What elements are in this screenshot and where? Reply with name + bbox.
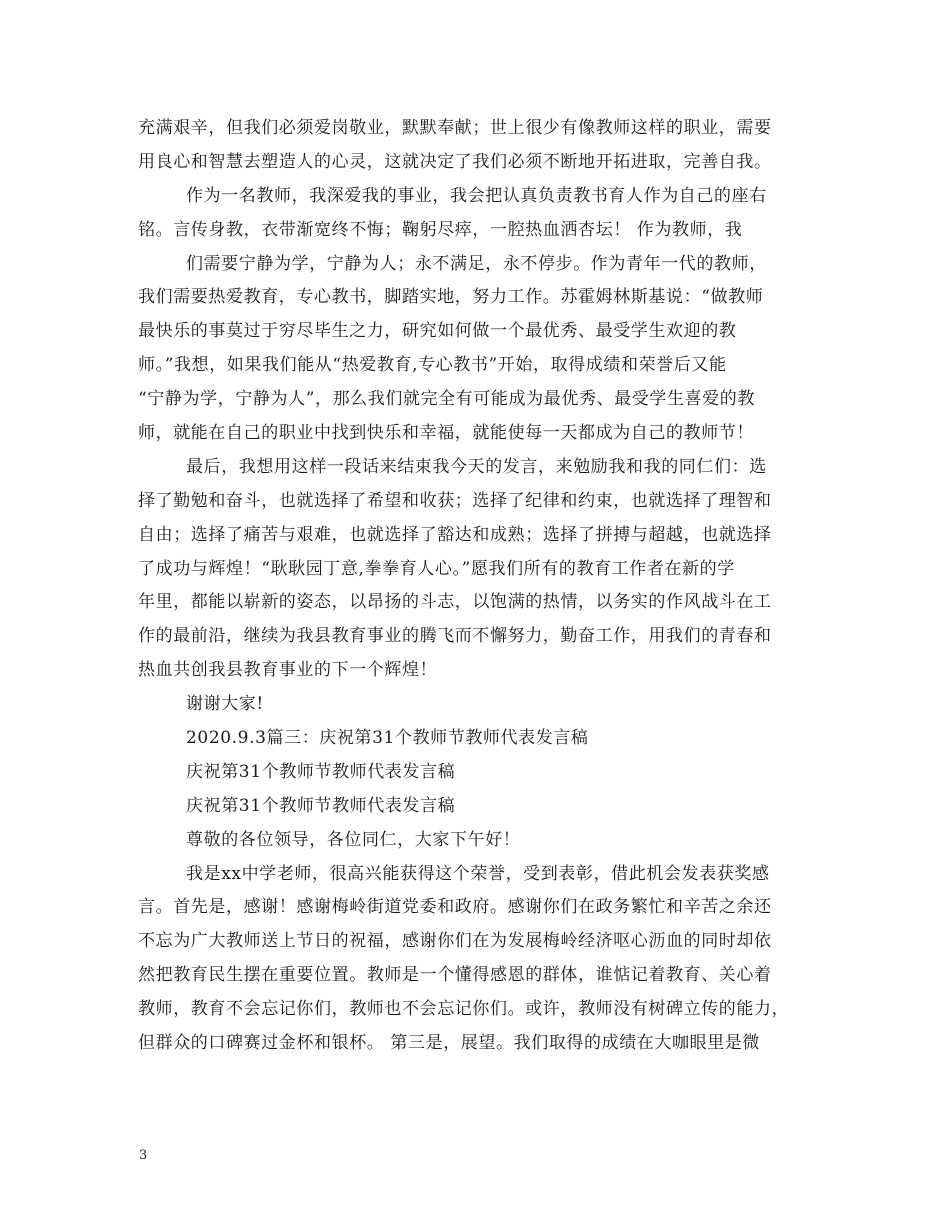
text-line: “宁静为学，宁静为人”，那么我们就完全有可能成为最优秀、最受学生喜爱的教 (138, 389, 755, 410)
text-line: 庆祝第31个教师节教师代表发言稿 (186, 795, 456, 816)
text-line: 最后，我想用这样一段话来结束我今天的发言，来勉励我和我的同仁们：选 (186, 456, 767, 477)
text-line: 但群众的口碑赛过金杯和银杯。 第三是，展望。我们取得的成绩在大咖眼里是微 (138, 1033, 761, 1054)
text-line: 不忘为广大教师送上节日的祝福，感谢你们在为发展梅岭经济呕心沥血的同时却依 (138, 931, 772, 952)
text-line: 择了勤勉和奋斗，也就选择了希望和收获；选择了纪律和约束，也就选择了理智和 (138, 490, 772, 511)
text-line: 铭。言传身教，衣带渐宽终不悔；鞠躬尽瘁，一腔热血洒杏坛！ 作为教师，我 (138, 219, 743, 240)
text-line: 最快乐的事莫过于穷尽毕生之力，研究如何做一个最优秀、最受学生欢迎的教 (138, 321, 737, 342)
text-line: 我是xx中学老师，很高兴能获得这个荣誉，受到表彰，借此机会发表获奖感 (186, 863, 770, 884)
text-line: 师。”我想，如果我们能从“热爱教育,专心教书”开始，取得成绩和荣誉后又能 (138, 355, 727, 376)
text-line: 师，就能在自己的职业中找到快乐和幸福，就能使每一天都成为自己的教师节！ (138, 423, 754, 444)
text-line: 我们需要热爱教育，专心教书，脚踏实地，努力工作。苏霍姆林斯基说：“做教师 (138, 287, 764, 308)
text-line: 作为一名教师，我深爱我的事业，我会把认真负责教书育人作为自己的座右 (186, 185, 767, 206)
text-line: 尊敬的各位领导，各位同仁，大家下午好！ (186, 829, 521, 850)
text-line: 教师，教育不会忘记你们，教师也不会忘记你们。或许，教师没有树碑立传的能力， (138, 999, 790, 1020)
text-line: 们需要宁静为学，宁静为人；永不满足，永不停步。作为青年一代的教师， (186, 253, 767, 274)
page-number: 3 (139, 1148, 148, 1163)
text-line: 庆祝第31个教师节教师代表发言稿 (186, 761, 456, 782)
text-line: 了成功与辉煌！“耿耿园丁意,拳拳育人心。”愿我们所有的教育工作者在新的学 (138, 558, 735, 579)
text-line: 然把教育民生摆在重要位置。教师是一个懂得感恩的群体，谁惦记着教育、关心着 (138, 965, 772, 986)
text-line: 言。首先是，感谢！感谢梅岭街道党委和政府。感谢你们在政务繁忙和辛苦之余还 (138, 897, 772, 918)
text-line: 年里，都能以崭新的姿态，以昂扬的斗志，以饱满的热情，以务实的作风战斗在工 (138, 592, 772, 613)
text-line: 2020.9.3篇三：庆祝第31个教师节教师代表发言稿 (186, 728, 589, 749)
text-line: 作的最前沿，继续为我县教育事业的腾飞而不懈努力，勤奋工作，用我们的青春和 (138, 626, 772, 647)
text-line: 充满艰辛，但我们必须爱岗敬业，默默奉献；世上很少有像教师这样的职业，需要 (138, 118, 772, 138)
text-line: 用良心和智慧去塑造人的心灵，这就决定了我们必须不断地开拓进取，完善自我。 (138, 151, 772, 172)
text-line: 自由；选择了痛苦与艰难，也就选择了豁达和成熟；选择了拼搏与超越，也就选择 (138, 524, 772, 545)
text-line: 谢谢大家! (186, 694, 264, 715)
document-body (138, 112, 828, 1061)
text-line: 热血共创我县教育事业的下一个辉煌！ (138, 660, 438, 681)
